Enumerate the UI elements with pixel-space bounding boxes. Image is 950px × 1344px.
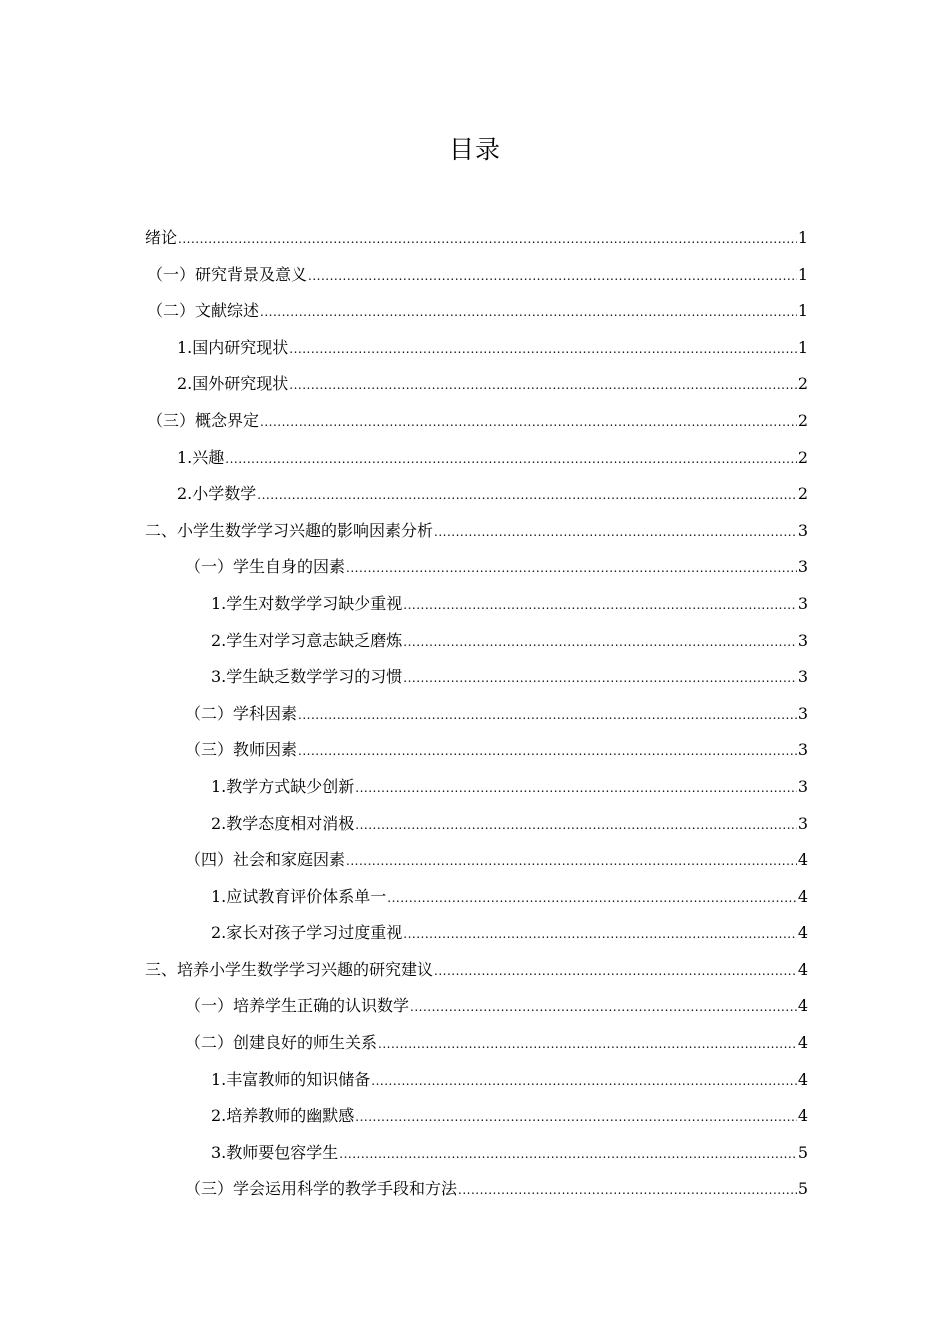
toc-page-number: 3 [797, 630, 808, 650]
toc-dot-leader [355, 807, 797, 844]
toc-entry-title: 2.小学数学 [177, 484, 257, 504]
toc-entry[interactable] [145, 732, 808, 769]
toc-entry-title: 1.应试教育评价体系单一 [211, 886, 387, 906]
toc-page-number: 1 [797, 301, 808, 321]
toc-entry[interactable] [145, 440, 808, 477]
toc-page-number: 3 [797, 667, 808, 687]
toc-entry-title: 2.教学态度相对消极 [211, 813, 355, 833]
toc-page-number: 3 [797, 740, 808, 760]
toc-entry[interactable] [145, 330, 808, 367]
toc-dot-leader [298, 697, 797, 734]
toc-dot-leader [289, 367, 797, 404]
toc-entry-title: 3.学生缺乏数学学习的习惯 [211, 667, 403, 687]
toc-entry-title: （一）学生自身的因素 [185, 557, 346, 577]
toc-dot-leader [346, 843, 797, 880]
toc-entry-title: （二）文献综述 [147, 301, 260, 321]
toc-dot-leader [410, 989, 797, 1026]
toc-entry[interactable] [145, 586, 808, 623]
toc-entry-title: 二、小学生数学学习兴趣的影响因素分析 [145, 520, 434, 540]
toc-page-number: 3 [797, 703, 808, 723]
toc-entry-title: （二）创建良好的师生关系 [185, 1033, 378, 1053]
toc-dot-leader [289, 331, 797, 368]
toc-dot-leader [458, 1172, 797, 1209]
toc-page-number: 1 [797, 264, 808, 284]
toc-dot-leader [355, 770, 797, 807]
toc-page-number: 4 [797, 996, 808, 1016]
toc-page-number: 4 [797, 1069, 808, 1089]
toc-entry-title: 2.培养教师的幽默感 [211, 1106, 355, 1126]
toc-dot-leader [403, 660, 797, 697]
toc-title: 目录 [448, 135, 501, 164]
toc-dot-leader [434, 514, 797, 551]
toc-entry[interactable] [145, 1098, 808, 1135]
toc-entry-title: 三、培养小学生数学学习兴趣的研究建议 [145, 959, 434, 979]
toc-entry-title: 1.丰富教师的知识储备 [211, 1069, 371, 1089]
toc-entry[interactable] [145, 879, 808, 916]
toc-entry-title: 2.学生对学习意志缺乏磨炼 [211, 630, 403, 650]
toc-entry[interactable] [145, 659, 808, 696]
toc-dot-leader [371, 1063, 797, 1100]
toc-dot-leader [298, 733, 797, 770]
toc-entry[interactable] [145, 1171, 808, 1208]
toc-entry-title: 1.教学方式缺少创新 [211, 776, 355, 796]
toc-dot-leader [387, 880, 797, 917]
toc-entry[interactable] [145, 806, 808, 843]
toc-dot-leader [346, 550, 797, 587]
toc-entry-title: （四）社会和家庭因素 [185, 850, 346, 870]
toc-page-number: 3 [797, 593, 808, 613]
toc-page-number: 1 [797, 337, 808, 357]
toc-dot-leader [225, 441, 797, 478]
toc-entry-title: 绪论 [145, 228, 178, 247]
toc-entry[interactable] [145, 842, 808, 879]
toc-dot-leader [403, 624, 797, 661]
toc-page-number: 5 [797, 1142, 808, 1162]
toc-dot-leader [260, 404, 797, 441]
toc-dot-leader [378, 1026, 797, 1063]
toc-entry[interactable] [145, 403, 808, 440]
toc-entry[interactable] [145, 293, 808, 330]
toc-dot-leader [339, 1136, 797, 1173]
toc-entry[interactable] [145, 623, 808, 660]
toc-page-number: 3 [797, 520, 808, 540]
toc-entry[interactable] [145, 476, 808, 513]
toc-dot-leader [308, 258, 797, 295]
toc-entry-title: 2.家长对孩子学习过度重视 [211, 923, 403, 943]
toc-page-number: 5 [797, 1179, 808, 1199]
toc-page-number: 2 [797, 410, 808, 430]
toc-dot-leader [403, 587, 797, 624]
toc-page-number: 3 [797, 557, 808, 577]
toc-page-number: 4 [797, 1106, 808, 1126]
toc-entry[interactable] [145, 366, 808, 403]
toc-entry[interactable] [145, 257, 808, 294]
toc-page-number: 3 [797, 813, 808, 833]
toc-entry-title: （三）学会运用科学的教学手段和方法 [185, 1179, 458, 1199]
toc-entry[interactable] [145, 952, 808, 989]
toc-entry[interactable] [145, 1135, 808, 1172]
toc-entry-title: （一）培养学生正确的认识数学 [185, 996, 410, 1016]
toc-entry-title: （三）教师因素 [185, 740, 298, 760]
toc-entry[interactable] [145, 1025, 808, 1062]
toc-entry[interactable] [145, 1062, 808, 1099]
toc-page-number: 4 [797, 886, 808, 906]
toc-entry-title: 3.教师要包容学生 [211, 1142, 339, 1162]
toc-page-number: 4 [797, 923, 808, 943]
toc-dot-leader [178, 221, 797, 258]
toc-entry[interactable] [145, 549, 808, 586]
toc-entry[interactable] [145, 769, 808, 806]
toc-entry[interactable] [145, 915, 808, 952]
toc-page-number: 4 [797, 850, 808, 870]
toc-entry[interactable] [145, 220, 808, 257]
toc-entry-title: （一）研究背景及意义 [147, 264, 308, 284]
toc-page-number: 4 [797, 1033, 808, 1053]
toc-entry-title: 1.国内研究现状 [177, 337, 289, 357]
toc-dot-leader [355, 1099, 797, 1136]
toc-entry-title: （二）学科因素 [185, 703, 298, 723]
toc-entry-title: （三）概念界定 [147, 410, 260, 430]
toc-dot-leader [434, 953, 797, 990]
toc-dot-leader [257, 477, 797, 514]
toc-entry-title: 1.兴趣 [177, 447, 225, 467]
toc-page-number: 2 [797, 484, 808, 504]
toc-entry[interactable] [145, 696, 808, 733]
toc-page-number: 2 [797, 447, 808, 467]
toc-entry-title: 1.学生对数学学习缺少重视 [211, 593, 403, 613]
toc-entry[interactable] [145, 988, 808, 1025]
toc-dot-leader [403, 916, 797, 953]
toc-page-number: 4 [797, 959, 808, 979]
toc-page-number: 3 [797, 776, 808, 796]
toc-dot-leader [260, 294, 797, 331]
toc-page-number: 1 [797, 228, 808, 247]
toc-page-number: 2 [797, 374, 808, 394]
toc-entry[interactable] [145, 513, 808, 550]
toc-entry-title: 2.国外研究现状 [177, 374, 289, 394]
table-of-contents [145, 220, 808, 1208]
